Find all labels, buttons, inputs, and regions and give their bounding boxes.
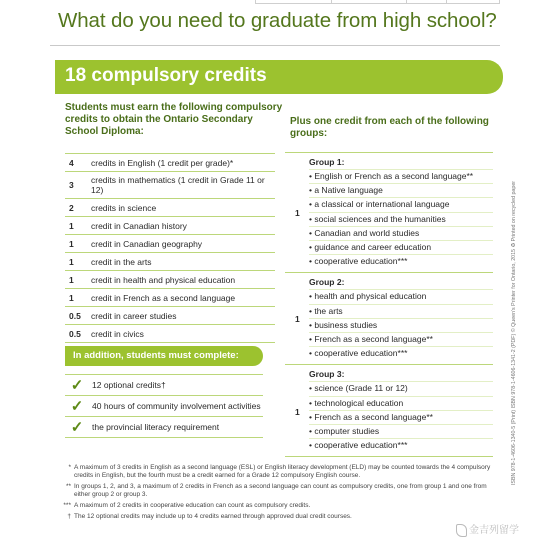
footnote-mark: *** [63,502,71,509]
credit-count: 1 [69,238,74,249]
publication-info: ISBN 978-1-4606-1340-5 (Print) ISBN 978-1-4606-1341-2 (PDF) © Queen's Printer for Ontario, 2015 ♻ Printed on recycled paper [511,180,517,486]
group-1 [285,152,493,272]
credit-row [65,199,275,217]
compulsory-credits-banner [55,60,503,94]
footnote-mark: † [67,513,71,520]
group-title: Group 3: [309,369,345,380]
credit-count: 1 [69,292,74,303]
credit-description: credit in Canadian history [91,221,187,231]
requirement-text: 40 hours of community involvement activities [92,401,261,411]
group-item: • French as a second language** [309,410,493,424]
title-divider [50,45,500,46]
group-title: Group 2: [309,277,345,288]
credit-count: 1 [69,274,74,285]
group-2 [285,272,493,364]
credit-row [65,271,275,289]
addition-banner [65,346,263,366]
group-item: • English or French as a second language** [309,169,493,183]
credit-description: credit in French as a second language [91,293,236,303]
group-item: • social sciences and the humanities [309,212,493,226]
watermark-text: 金吉列留学 [469,525,519,536]
requirement-text: 12 optional credits† [92,380,166,390]
watermark-logo-icon [456,524,467,537]
group-item: • a classical or international language [309,197,493,211]
compulsory-intro: Students must earn the following compulsory credits to obtain the Ontario Secondary School Diploma: [65,102,283,137]
footnote-text: A maximum of 3 credits in English as a second language (ESL) or English literacy development (ELD) may be counted towards the 4 compulsory credits in English, but the fourth must be a credit earned for a Grade 12 compulsory English course. [74,464,491,479]
top-border-decoration [255,0,500,4]
credit-description: credit in career studies [91,311,177,321]
footnotes [62,464,497,524]
watermark [456,521,519,537]
credit-count: 2 [69,202,74,213]
credit-description: credit in the arts [91,257,152,267]
group-credit-count: 1 [295,208,300,218]
credit-row [65,172,275,199]
credit-row [65,289,275,307]
credit-description: credits in mathematics (1 credit in Grade 11 or 12) [91,175,265,195]
group-item: • guidance and career education [309,240,493,254]
credit-description: credit in Canadian geography [91,239,203,249]
credit-description: credit in civics [91,329,144,339]
addition-banner-label: In addition, students must complete: [73,350,239,361]
footnote-mark: * [68,464,71,471]
group-credit-count: 1 [295,406,300,417]
credit-row [65,253,275,271]
requirement-row [65,374,263,396]
footnote [62,483,497,499]
footnote [62,464,497,480]
group-item: • cooperative education*** [309,254,493,268]
requirement-text: the provincial literacy requirement [92,422,220,432]
group-item: • cooperative education*** [309,346,493,360]
footnote-text: A maximum of 2 credits in cooperative education can count as compulsory credits. [74,502,311,509]
credit-row [65,217,275,235]
credit-count: 1 [69,256,74,267]
group-item: • Canadian and world studies [309,226,493,240]
credit-description: credits in English (1 credit per grade)* [91,158,234,168]
checkmark-icon: ✓ [70,398,84,415]
group-item: • French as a second language** [309,332,493,346]
group-item: • computer studies [309,424,493,438]
credit-row [65,153,275,172]
group-item: • business studies [309,318,493,332]
footnote-text: In groups 1, 2, and 3, a maximum of 2 credits in French as a second language can count as compulsory credits, one from group 1 and one from either group 2 or group 3. [74,483,487,498]
requirement-row [65,417,263,438]
group-credit-count: 1 [295,314,300,325]
page-title: What do you need to graduate from high school? [58,9,497,32]
group-3 [285,364,493,457]
group-title: Group 1: [309,157,345,167]
credit-count: 0.5 [69,310,81,321]
footnote [62,502,497,510]
groups-intro: Plus one credit from each of the following groups: [290,116,489,139]
credit-row [65,235,275,253]
credit-row [65,325,275,343]
checkmark-icon: ✓ [70,419,84,436]
credit-row [65,307,275,325]
checkmark-icon: ✓ [70,377,84,394]
footnote-text: The 12 optional credits may include up to 4 credits earned through approved dual credit courses. [74,513,352,520]
group-item: • technological education [309,396,493,410]
group-item: • the arts [309,304,493,318]
footnote-mark: ** [65,483,71,490]
groups-table [285,152,493,457]
banner-title: 18 compulsory credits [65,65,267,86]
group-item: • science (Grade 11 or 12) [309,381,493,395]
footnote [62,513,497,521]
credit-count: 0.5 [69,328,81,339]
credit-count: 3 [69,180,74,190]
credit-description: credit in health and physical education [91,275,236,285]
group-item: • health and physical education [309,289,493,303]
requirement-row [65,396,263,417]
additional-requirements-list [65,374,263,438]
credits-table [65,153,275,343]
credit-count: 4 [69,157,74,168]
group-item: • cooperative education*** [309,438,493,452]
credit-count: 1 [69,220,74,231]
group-item: • a Native language [309,183,493,197]
credit-description: credits in science [91,203,157,213]
